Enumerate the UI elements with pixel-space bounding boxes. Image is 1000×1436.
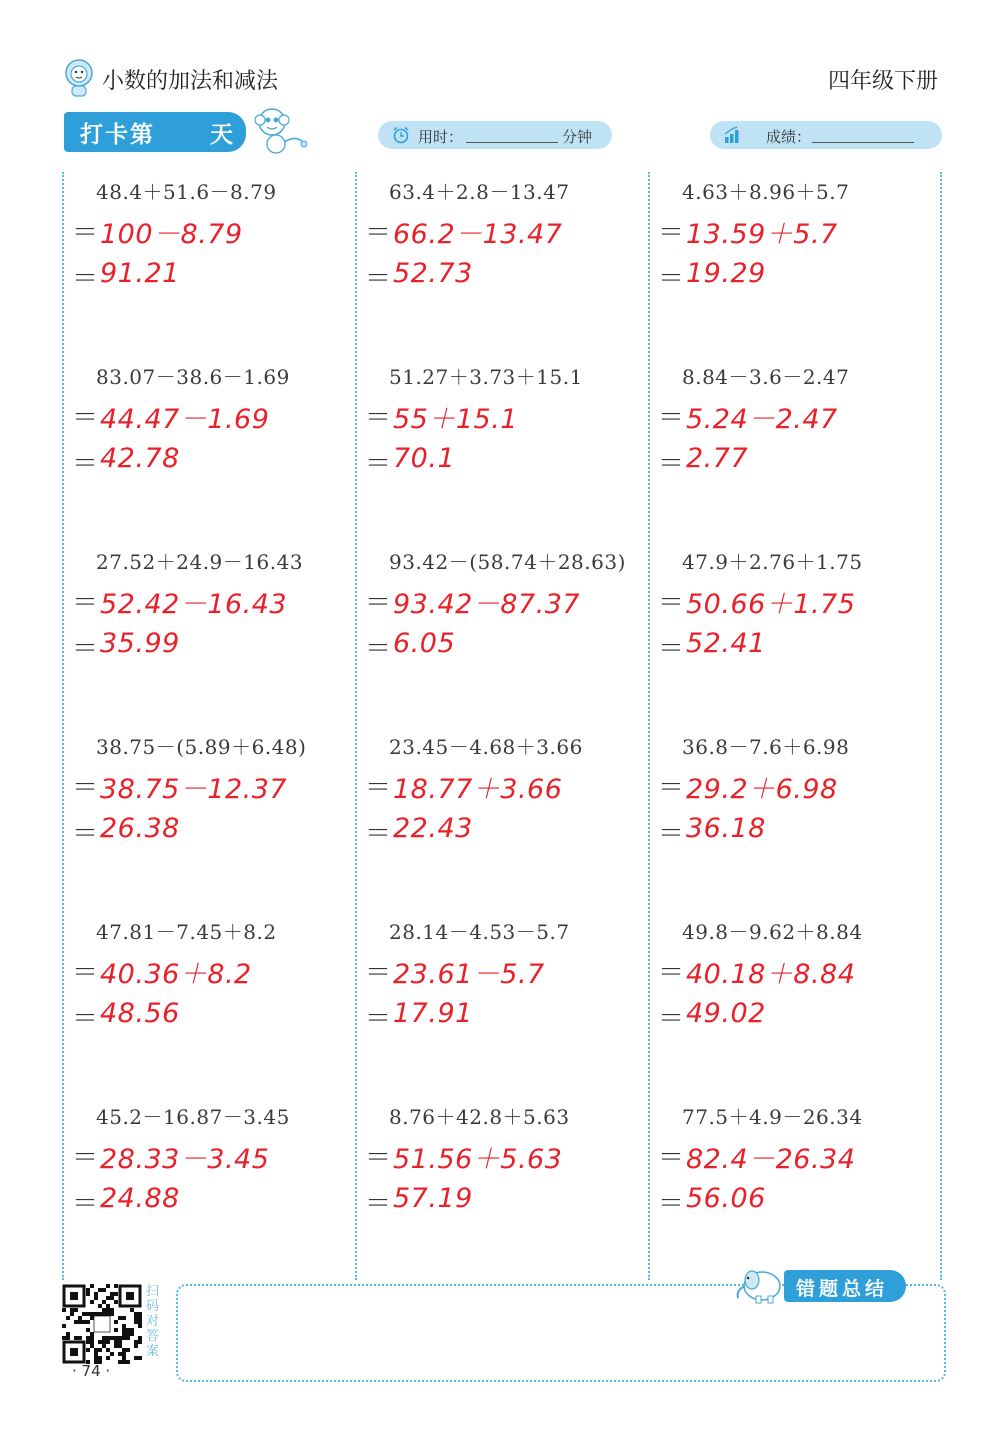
answer-step-1[interactable]: 38.75－12.37 [100, 774, 288, 805]
problem-expression: 8.84－3.6－2.47 [682, 365, 850, 389]
answer-step-1[interactable]: 5.24－2.47 [686, 404, 838, 435]
monkey-icon [254, 104, 310, 156]
equals-sign: ＝ [365, 218, 392, 248]
answer-step-1[interactable]: 40.18＋8.84 [686, 959, 856, 990]
problem-expression: 49.8－9.62＋8.84 [682, 920, 863, 944]
problem-cell [355, 731, 645, 916]
equals-sign: ＝ [365, 264, 392, 294]
problem-expression: 83.07－38.6－1.69 [96, 365, 290, 389]
answer-step-2[interactable]: 6.05 [393, 628, 456, 659]
time-label: 用时： [418, 128, 464, 146]
problem-expression: 36.8－7.6＋6.98 [682, 735, 850, 759]
answer-step-2[interactable]: 26.38 [100, 813, 180, 844]
equals-sign: ＝ [365, 1189, 392, 1219]
answer-step-2[interactable]: 49.02 [686, 998, 766, 1029]
problem-cell [355, 361, 645, 546]
checkin-label: 打卡第 [80, 122, 155, 148]
problem-cell [648, 546, 938, 731]
answer-step-2[interactable]: 2.77 [686, 443, 749, 474]
page-number: · 74 · [72, 1362, 111, 1380]
time-unit: 分钟 [562, 128, 593, 146]
answer-step-1[interactable]: 55＋15.1 [393, 404, 518, 435]
time-blank[interactable] [466, 142, 558, 143]
problem-cell [62, 176, 352, 361]
problem-cell [355, 916, 645, 1101]
problem-cell [648, 1101, 938, 1286]
problem-expression: 51.27＋3.73＋15.1 [389, 365, 583, 389]
answer-step-2[interactable]: 35.99 [100, 628, 180, 659]
equals-sign: ＝ [365, 819, 392, 849]
grade-label: 四年级下册 [827, 69, 938, 94]
answer-step-2[interactable]: 57.19 [393, 1183, 473, 1214]
problem-expression: 63.4＋2.8－13.47 [389, 180, 570, 204]
problem-expression: 45.2－16.87－3.45 [96, 1105, 290, 1129]
problem-cell [648, 176, 938, 361]
problem-expression: 28.14－4.53－5.7 [389, 920, 570, 944]
answer-step-1[interactable]: 44.47－1.69 [100, 404, 270, 435]
answer-step-2[interactable]: 52.73 [393, 258, 473, 289]
answer-step-1[interactable]: 13.59＋5.7 [686, 219, 838, 250]
answer-step-2[interactable]: 22.43 [393, 813, 473, 844]
time-field [378, 121, 612, 149]
equals-sign: ＝ [72, 1143, 99, 1173]
scan-for-answers: 扫码对答案 [146, 1284, 160, 1359]
answer-step-1[interactable]: 29.2＋6.98 [686, 774, 838, 805]
equals-sign: ＝ [72, 264, 99, 294]
lion-icon [62, 58, 96, 98]
equals-sign: ＝ [658, 1004, 685, 1034]
equals-sign: ＝ [658, 218, 685, 248]
problem-cell [355, 176, 645, 361]
problem-cell [62, 916, 352, 1101]
problem-expression: 93.42－(58.74＋28.63) [389, 550, 626, 574]
qr-code-icon[interactable] [62, 1284, 142, 1364]
equals-sign: ＝ [365, 773, 392, 803]
error-summary-text: 错题总结 [796, 1278, 889, 1300]
equals-sign: ＝ [72, 1004, 99, 1034]
problem-expression: 47.9＋2.76＋1.75 [682, 550, 863, 574]
equals-sign: ＝ [365, 588, 392, 618]
day-label: 天 [210, 122, 233, 148]
score-label: 成绩： [766, 128, 812, 146]
problem-expression: 8.76＋42.8＋5.63 [389, 1105, 570, 1129]
equals-sign: ＝ [72, 588, 99, 618]
answer-step-2[interactable]: 42.78 [100, 443, 180, 474]
answer-step-2[interactable]: 52.41 [686, 628, 766, 659]
problem-cell [355, 1101, 645, 1286]
score-blank[interactable] [812, 142, 914, 143]
answer-step-1[interactable]: 100－8.79 [100, 219, 243, 250]
problem-cell [62, 546, 352, 731]
answer-step-1[interactable]: 66.2－13.47 [393, 219, 563, 250]
answer-step-2[interactable]: 70.1 [393, 443, 456, 474]
equals-sign: ＝ [658, 1143, 685, 1173]
answer-step-2[interactable]: 17.91 [393, 998, 473, 1029]
equals-sign: ＝ [72, 449, 99, 479]
equals-sign: ＝ [658, 1189, 685, 1219]
answer-step-1[interactable]: 28.33－3.45 [100, 1144, 270, 1175]
answer-step-2[interactable]: 24.88 [100, 1183, 180, 1214]
equals-sign: ＝ [72, 819, 99, 849]
equals-sign: ＝ [72, 634, 99, 664]
problem-cell [62, 731, 352, 916]
problem-expression: 23.45－4.68＋3.66 [389, 735, 583, 759]
equals-sign: ＝ [658, 773, 685, 803]
equals-sign: ＝ [658, 449, 685, 479]
problem-expression: 47.81－7.45＋8.2 [96, 920, 277, 944]
equals-sign: ＝ [658, 819, 685, 849]
answer-step-2[interactable]: 56.06 [686, 1183, 766, 1214]
equals-sign: ＝ [365, 449, 392, 479]
equals-sign: ＝ [72, 958, 99, 988]
problem-cell [648, 361, 938, 546]
problem-expression: 48.4＋51.6－8.79 [96, 180, 277, 204]
problem-cell [62, 361, 352, 546]
equals-sign: ＝ [365, 1004, 392, 1034]
problem-cell [648, 916, 938, 1101]
equals-sign: ＝ [365, 403, 392, 433]
answer-step-1[interactable]: 93.42－87.37 [393, 589, 581, 620]
answer-step-1[interactable]: 23.61－5.7 [393, 959, 545, 990]
answer-step-2[interactable]: 48.56 [100, 998, 180, 1029]
answer-step-2[interactable]: 19.29 [686, 258, 766, 289]
answer-step-1[interactable]: 82.4－26.34 [686, 1144, 856, 1175]
equals-sign: ＝ [658, 634, 685, 664]
answer-step-2[interactable]: 91.21 [100, 258, 180, 289]
equals-sign: ＝ [365, 634, 392, 664]
problem-expression: 27.52＋24.9－16.43 [96, 550, 304, 574]
answer-step-2[interactable]: 36.18 [686, 813, 766, 844]
equals-sign: ＝ [72, 1189, 99, 1219]
chapter-title: 小数的加法和减法 [102, 69, 279, 94]
checkin-banner [64, 112, 246, 152]
answer-step-1[interactable]: 51.56＋5.63 [393, 1144, 563, 1175]
equals-sign: ＝ [658, 403, 685, 433]
answer-step-1[interactable]: 18.77＋3.66 [393, 774, 563, 805]
answer-step-1[interactable]: 40.36＋8.2 [100, 959, 252, 990]
chart-icon [724, 126, 742, 144]
equals-sign: ＝ [72, 773, 99, 803]
problem-expression: 38.75－(5.89＋6.48) [96, 735, 307, 759]
equals-sign: ＝ [72, 403, 99, 433]
equals-sign: ＝ [658, 958, 685, 988]
answer-step-1[interactable]: 52.42－16.43 [100, 589, 288, 620]
grid-line [940, 172, 942, 1280]
elephant-icon [732, 1264, 784, 1304]
score-field [710, 121, 942, 149]
error-summary-label [784, 1270, 906, 1302]
answer-step-1[interactable]: 50.66＋1.75 [686, 589, 856, 620]
problem-expression: 4.63＋8.96＋5.7 [682, 180, 850, 204]
equals-sign: ＝ [72, 218, 99, 248]
alarm-clock-icon [392, 126, 410, 144]
equals-sign: ＝ [658, 264, 685, 294]
equals-sign: ＝ [365, 1143, 392, 1173]
problem-cell [355, 546, 645, 731]
problem-cell [62, 1101, 352, 1286]
problem-cell [648, 731, 938, 916]
equals-sign: ＝ [658, 588, 685, 618]
problem-expression: 77.5＋4.9－26.34 [682, 1105, 863, 1129]
equals-sign: ＝ [365, 958, 392, 988]
